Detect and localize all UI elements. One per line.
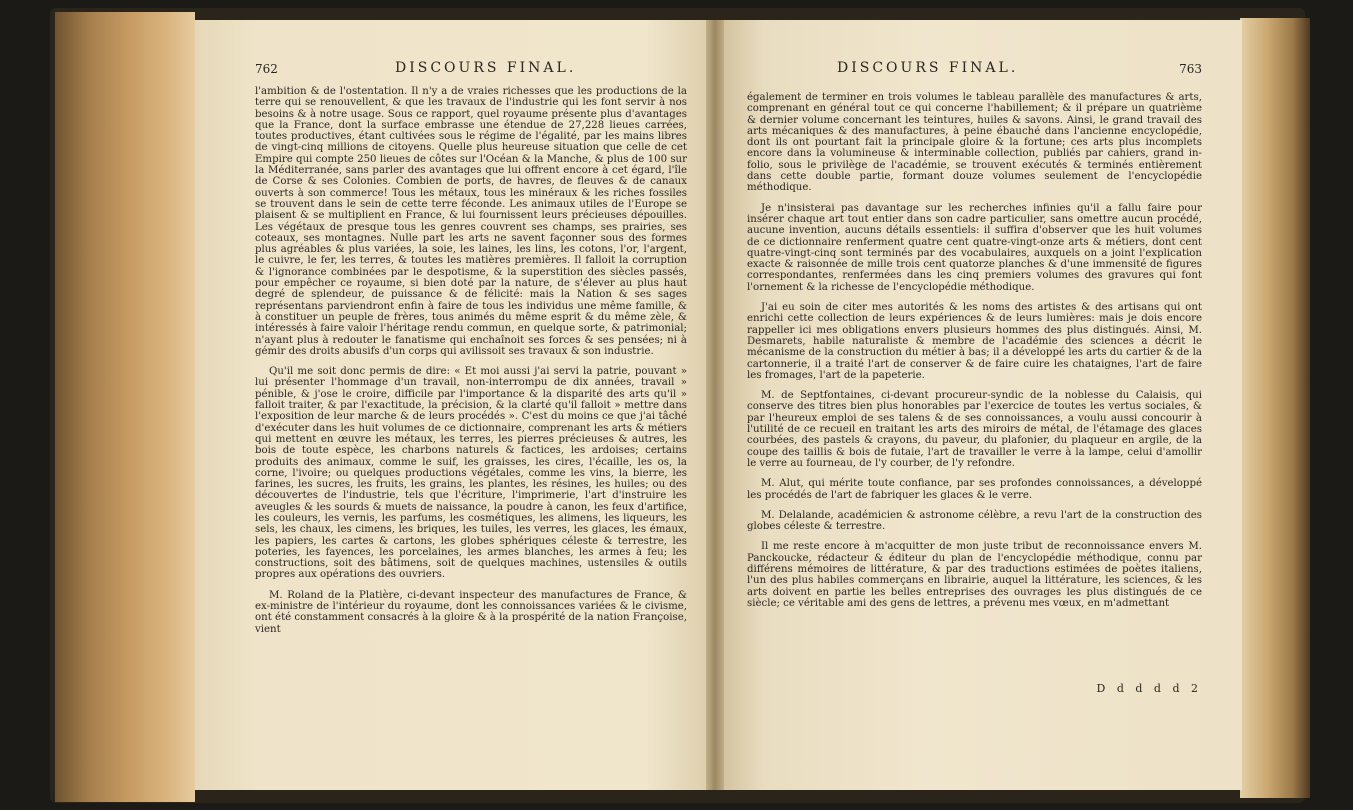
right-running-head [712, 60, 1242, 82]
paragraph: l'ambition & de l'ostentation. Il n'y a de vraies richesses que les productions de la terre qui se renouvellent, & que les travaux de l'industrie qui les font servir à nos besoins & à notre usage. Sous ce rapport, quel royaume présente plus d'avantages que la France, dont la surface embrasse une étendue de 27,228 lieues carrées, toutes productives, étant cultivées sous le régime de l'égalité, par les mains libres de vingt-cinq millions de citoyens. Quelle plus heureuse situation que celle de cet Empire qui compte 250 lieues de côtes sur l'Océan & la Manche, & plus de 100 sur la Méditerranée, sans parler des avantages que lui offrent encore à cet égard, l'île de Corse & ses Colonies. Combien de ports, de havres, de fleuves & de canaux ouverts à son commerce! Tous les métaux, tous les minéraux & les riches fossiles se trouvent dans le sein de cette terre féconde. Les animaux utiles de l'Europe se plaisent & se multiplient en France, & lui fournissent leurs précieuses dépouilles. Les végétaux de presque tous les genres couvrent ses champs, ses prairies, ses coteaux, ses montagnes. Nulle part les arts ne savent façonner sous des formes plus agréables & plus variées, la soie, les laines, les lins, les cotons, l'or, l'argent, le cuivre, le fer, les terres, & toutes les matières premières. Il falloit la corruption & l'ignorance combinées par le despotisme, & la superstition des siècles passés, pour empêcher ce royaume, si bien doté par la nature, de s'élever au plus haut degré de splendeur, de puissance & de félicité: mais la Nation & ses sages représentans parviendront enfin à faire de tous les individus une même famille, & à constituer un peuple de frères, tous animés du même esprit & du même zèle, & intéressés à faire valoir l'héritage rendu commun, en quelque sorte, & patrimonial; n'ayant plus à redouter le fanatisme qui enchaînoit ses forces & ses pensées; ni à gémir des droits abusifs d'un corps qui avilissoit ses travaux & son industrie. [255, 86, 687, 357]
left-running-head [195, 60, 725, 82]
paragraph: M. Roland de la Platière, ci-devant inspecteur des manufactures de France, & ex-ministre de l'intérieur du royaume, dont les connoissances variées & le civisme, ont été constamment consacrés à la gloire & à la prospérité de la nation Françoise, vient [255, 589, 687, 635]
left-page-edges [55, 12, 195, 802]
left-page [195, 20, 725, 790]
right-page [712, 20, 1242, 790]
book-gutter [706, 20, 724, 790]
right-page-edges [1240, 18, 1310, 798]
paragraph: Il me reste encore à m'acquitter de mon juste tribut de reconnoissance envers M. Panckoucke, rédacteur & éditeur du plan de l'encyclopédie méthodique, connu par différens mémoires de littérature, & par des traductions estimées de poètes italiens, l'un des plus habiles commerçans en librairie, auquel la littérature, les sciences, & les arts doivent en partie les belles entreprises des ouvrages les plus distingués de ce siècle; ce véritable ami des gens de lettres, a prévenu mes vœux, en m'admettant [747, 541, 1202, 609]
left-header-title: DISCOURS FINAL. [395, 60, 577, 76]
right-header-title: DISCOURS FINAL. [837, 60, 1019, 76]
paragraph: M. de Septfontaines, ci-devant procureur-syndic de la noblesse du Calaisis, qui conserve des titres bien plus honorables par l'exercice de toutes les vertus sociales, & par l'heureux emploi de ses talens & de ses connoissances, a voulu aussi concourir à l'utilité de ce recueil en traitant les arts des miroirs de métal, de l'étamage des glaces courbées, des pastels & crayons, du paveur, du plafonier, du plaqueur en argile, de la coupe des taillis & bois de futaie, l'art de travailler le verre à la lampe, celui d'amollir le verre au fourneau, de l'y courber, de l'y refondre. [747, 390, 1202, 469]
paragraph: Qu'il me soit donc permis de dire: « Et moi aussi j'ai servi la patrie, pouvant » lui présenter l'hommage d'un travail, non-interrompu de dix années, travail » pénible, & j'ose le croire, difficile par l'importance & la disparité des arts qu'il » falloit traiter, & par l'exactitude, la précision, & la clarté qu'il falloit » mettre dans l'exposition de leur marche & de leurs procédés ». C'est du moins ce que j'ai tâché d'exécuter dans les huit volumes de ce dictionnaire, comprenant les arts & métiers qui mettent en œuvre les métaux, les terres, les pierres précieuses & autres, les bois de toute espèce, les charbons naturels & factices, les ardoises; certains produits des animaux, comme le suif, les graisses, les cires, l'écaille, les os, la corne, l'ivoire; ou quelques productions végétales, comme les vins, la bierre, les farines, les sucres, les fruits, les grains, les plantes, les résines, les huiles; ou des découvertes de l'industrie, tels que l'écriture, l'imprimerie, l'art d'instruire les aveugles & les sourds & muets de naissance, la poudre à canon, les feux d'artifice, les couleurs, les vernis, les parfums, les cosmétiques, les alimens, les liqueurs, les sels, les chaux, les cimens, les briques, les tuiles, les verres, les glaces, les émaux, les papiers, les cartes & cartons, les globes sphériques céleste & terrestre, les poteries, les fayences, les porcelaines, les armes blanches, les armes à feu; les constructions, soit des bâtimens, soit de quelques machines, ustensiles & outils propres aux opérations des ouvriers. [255, 366, 687, 581]
right-page-number: 763 [1179, 62, 1202, 76]
paragraph: J'ai eu soin de citer mes autorités & les noms des artistes & des artisans qui ont enrichi cette collection de leurs expériences & de leurs lumières: mais je dois encore rappeller ici mes obligations envers plusieurs hommes des plus distingués. Ainsi, M. Desmarets, habile naturaliste & membre de l'académie des sciences a décrit le mécanisme de la construction du métier à bas; il a développé les arts du cartier & de la cartonnerie, il a traité l'art de conserver & de faire cuire les chataignes, l'art de faire les fromages, l'art de la papeterie. [747, 302, 1202, 381]
signature-mark: D d d d d 2 [1096, 682, 1202, 695]
paragraph: M. Delalande, académicien & astronome célèbre, a revu l'art de la construction des globes céleste & terrestre. [747, 509, 1202, 533]
paragraph: M. Alut, qui mérite toute confiance, par ses profondes connoissances, a développé les procédés de l'art de fabriquer les glaces & le verre. [747, 478, 1202, 501]
left-body-text [255, 86, 687, 644]
paragraph: Je n'insisterai pas davantage sur les recherches infinies qu'il a fallu faire pour insérer chaque art tout entier dans son cadre particulier, sans omettre aucun procédé, aucune invention, aucuns détails essentiels: il suffira d'observer que les huit volumes de ce dictionnaire renferment quatre cent quatre-vingt-onze arts & métiers, dont cent quatre-vingt-cinq sont terminés par des vocabulaires, auxquels on a joint l'explication exacte & raisonnée de mille trois cent quatorze planches & d'une immensité de figures correspondantes, renfermées dans les cinq premiers volumes des gravures qui font l'ornement & la richesse de l'encyclopédie méthodique. [747, 202, 1202, 293]
left-page-number: 762 [255, 62, 278, 76]
right-body-text [747, 92, 1202, 618]
paragraph: également de terminer en trois volumes le tableau parallèle des manufactures & arts, comprenant en général tout ce qui concerne l'habillement; & il prépare un quatrième & dernier volume concernant les teintures, huiles & savons. Ainsi, le grand travail des arts mécaniques & des manufactures, à peine ébauché dans l'ancienne encyclopédie, dont ils ont pourtant fait la principale gloire & la fortune; ces arts plus incomplets encore dans la volumineuse & interminable collection, publiés par cahiers, grand in-folio, sous le privilège de l'académie, se trouvent exécutés & terminés entièrement dans cette double partie, formant douze volumes seulement de l'encyclopédie méthodique. [747, 92, 1202, 194]
